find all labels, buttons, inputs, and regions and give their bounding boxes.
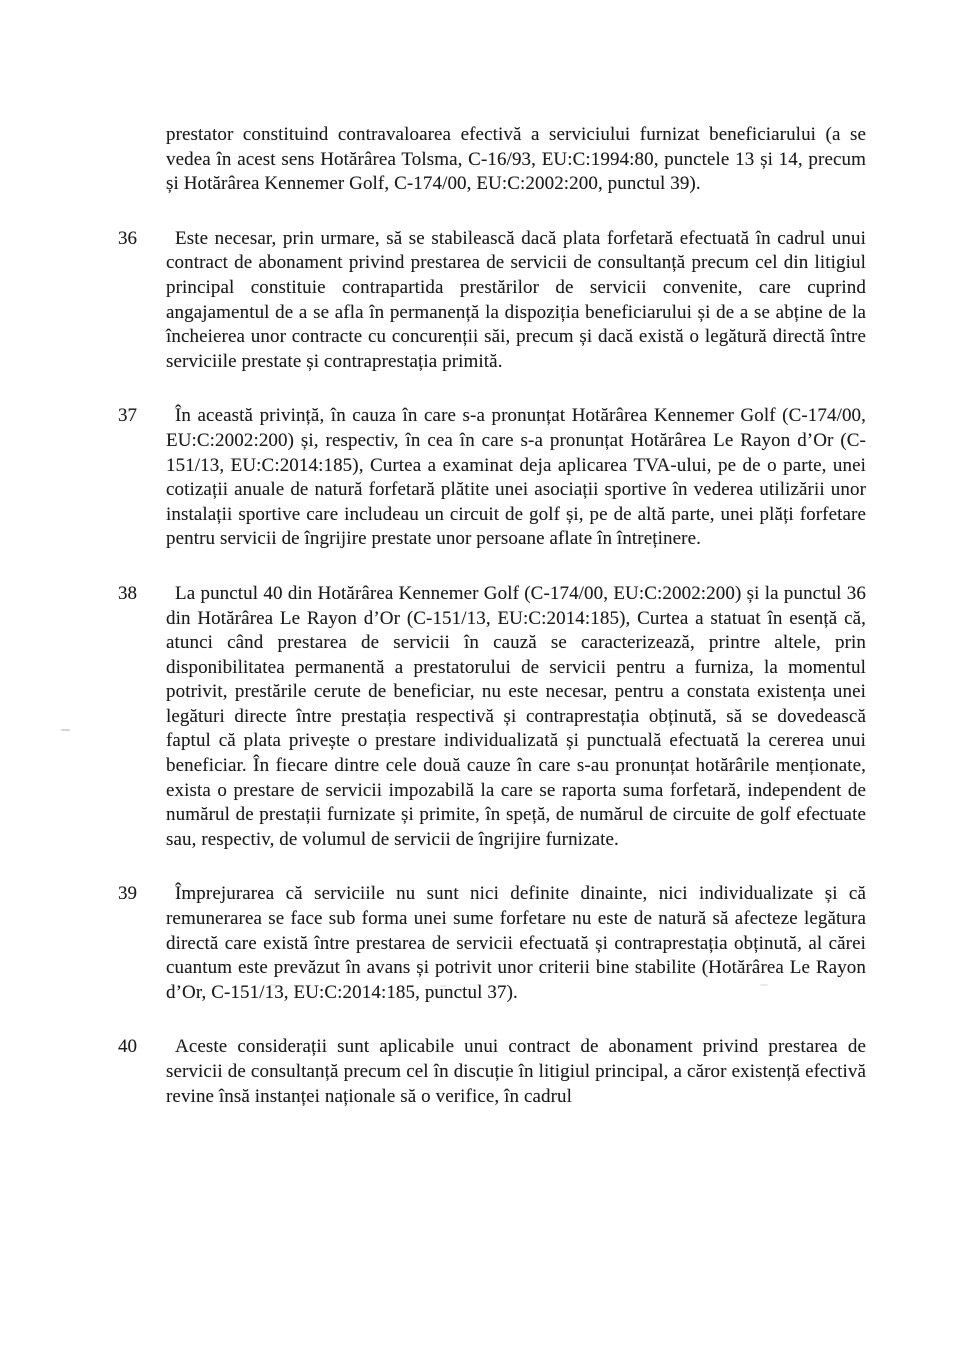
document-content bbox=[118, 123, 866, 1139]
paragraph bbox=[118, 582, 866, 853]
paragraph-number: 36 bbox=[118, 227, 137, 249]
paragraph-text: În această privință, în cauza în care s-a pronunțat Hotărârea Kennemer Golf (C-174/00, EU:C:2002:200) și, respectiv, în cea în care s-a pronunțat Hotărârea Le Rayon d’Or (C-151/13, EU:C:2014:185), Curtea a examinat deja aplicarea TVA-ului, pe de o parte, unei cotizații anuale de natură forfetară plătite unei asociații sportive în vederea utilizării unor instalații sportive care includeau un circuit de golf și, pe de altă parte, unei plăți forfetare pentru servicii de îngrijire prestate unor persoane aflate în întreținere. bbox=[166, 405, 866, 550]
paragraph-number bbox=[118, 123, 166, 197]
paragraph-text: La punctul 40 din Hotărârea Kennemer Golf (C-174/00, EU:C:2002:200) și la punctul 36 din Hotărârea Le Rayon d’Or (C-151/13, EU:C:2014:185), Curtea a statuat în esență că, atunci când prestarea de servicii în cauză se caracterizează, printre altele, prin disponibilitatea permanentă a prestatorului de servicii pentru a furniza, la momentul potrivit, prestările cerute de beneficiar, nu este necesar, pentru a constata existența unei legături directe între prestația respectivă și contraprestația obținută, să se dovedească faptul că plata privește o prestare individualizată și punctuală efectuată la cererea unui beneficiar. În fiecare dintre cele două cauze în care s-au pronunțat hotărârile menționate, exista o prestare de servicii impozabilă la care se raporta suma forfetară, independent de numărul de prestații furnizate și primite, în speță, de numărul de circuite de golf efectuate sau, respectiv, de volumul de servicii de îngrijire furnizate. bbox=[166, 582, 866, 850]
paragraph-number: 37 bbox=[118, 405, 137, 427]
scan-artifact bbox=[270, 984, 276, 986]
paragraph-text: Aceste considerații sunt aplicabile unui contract de abonament privind prestarea de servicii de consultanță precum cel în discuție în litigiul principal, a căror existență efectivă revine însă instanței naționale să o verifice, în cadrul bbox=[166, 1036, 866, 1107]
scan-artifact bbox=[760, 984, 768, 986]
paragraph bbox=[118, 404, 866, 552]
paragraph-number: 38 bbox=[118, 582, 137, 604]
paragraph bbox=[118, 123, 866, 197]
paragraph bbox=[118, 1035, 866, 1109]
paragraph-number: 40 bbox=[118, 1036, 137, 1058]
paragraph-text: Împrejurarea că serviciile nu sunt nici definite dinainte, nici individualizate și că remunerarea se face sub forma unei sume forfetare nu este de natură să afecteze legătura directă care există între prestarea de servicii efectuată și contraprestația obținută, al cărei cuantum este prevăzut în avans și potrivit unor criterii bine stabilite (Hotărârea Le Rayon d’Or, C-151/13, EU:C:2014:185, punctul 37). bbox=[166, 883, 866, 1003]
paragraph bbox=[118, 882, 866, 1005]
paragraph-number: 39 bbox=[118, 883, 137, 905]
scan-artifact bbox=[440, 985, 447, 987]
paragraph-text: Este necesar, prin urmare, să se stabilească dacă plata forfetară efectuată în cadrul unui contract de abonament privind prestarea de servicii de consultanță precum cel din litigiul principal constituie contrapartida prestărilor de servicii convenite, care cuprind angajamentul de a se afla în permanență la dispoziția beneficiarului și de a se abține de la încheierea unor contracte cu concurenții săi, precum și dacă există o legătură directă între serviciile prestate și contraprestația primită. bbox=[166, 227, 866, 372]
paragraph-text: prestator constituind contravaloarea efectivă a serviciului furnizat beneficiarului (a se vedea în acest sens Hotărârea Tolsma, C-16/93, EU:C:1994:80, punctele 13 și 14, precum și Hotărârea Kennemer Golf, C-174/00, EU:C:2002:200, punctul 39). bbox=[166, 124, 866, 195]
scan-artifact bbox=[61, 729, 70, 731]
paragraph bbox=[118, 227, 866, 375]
